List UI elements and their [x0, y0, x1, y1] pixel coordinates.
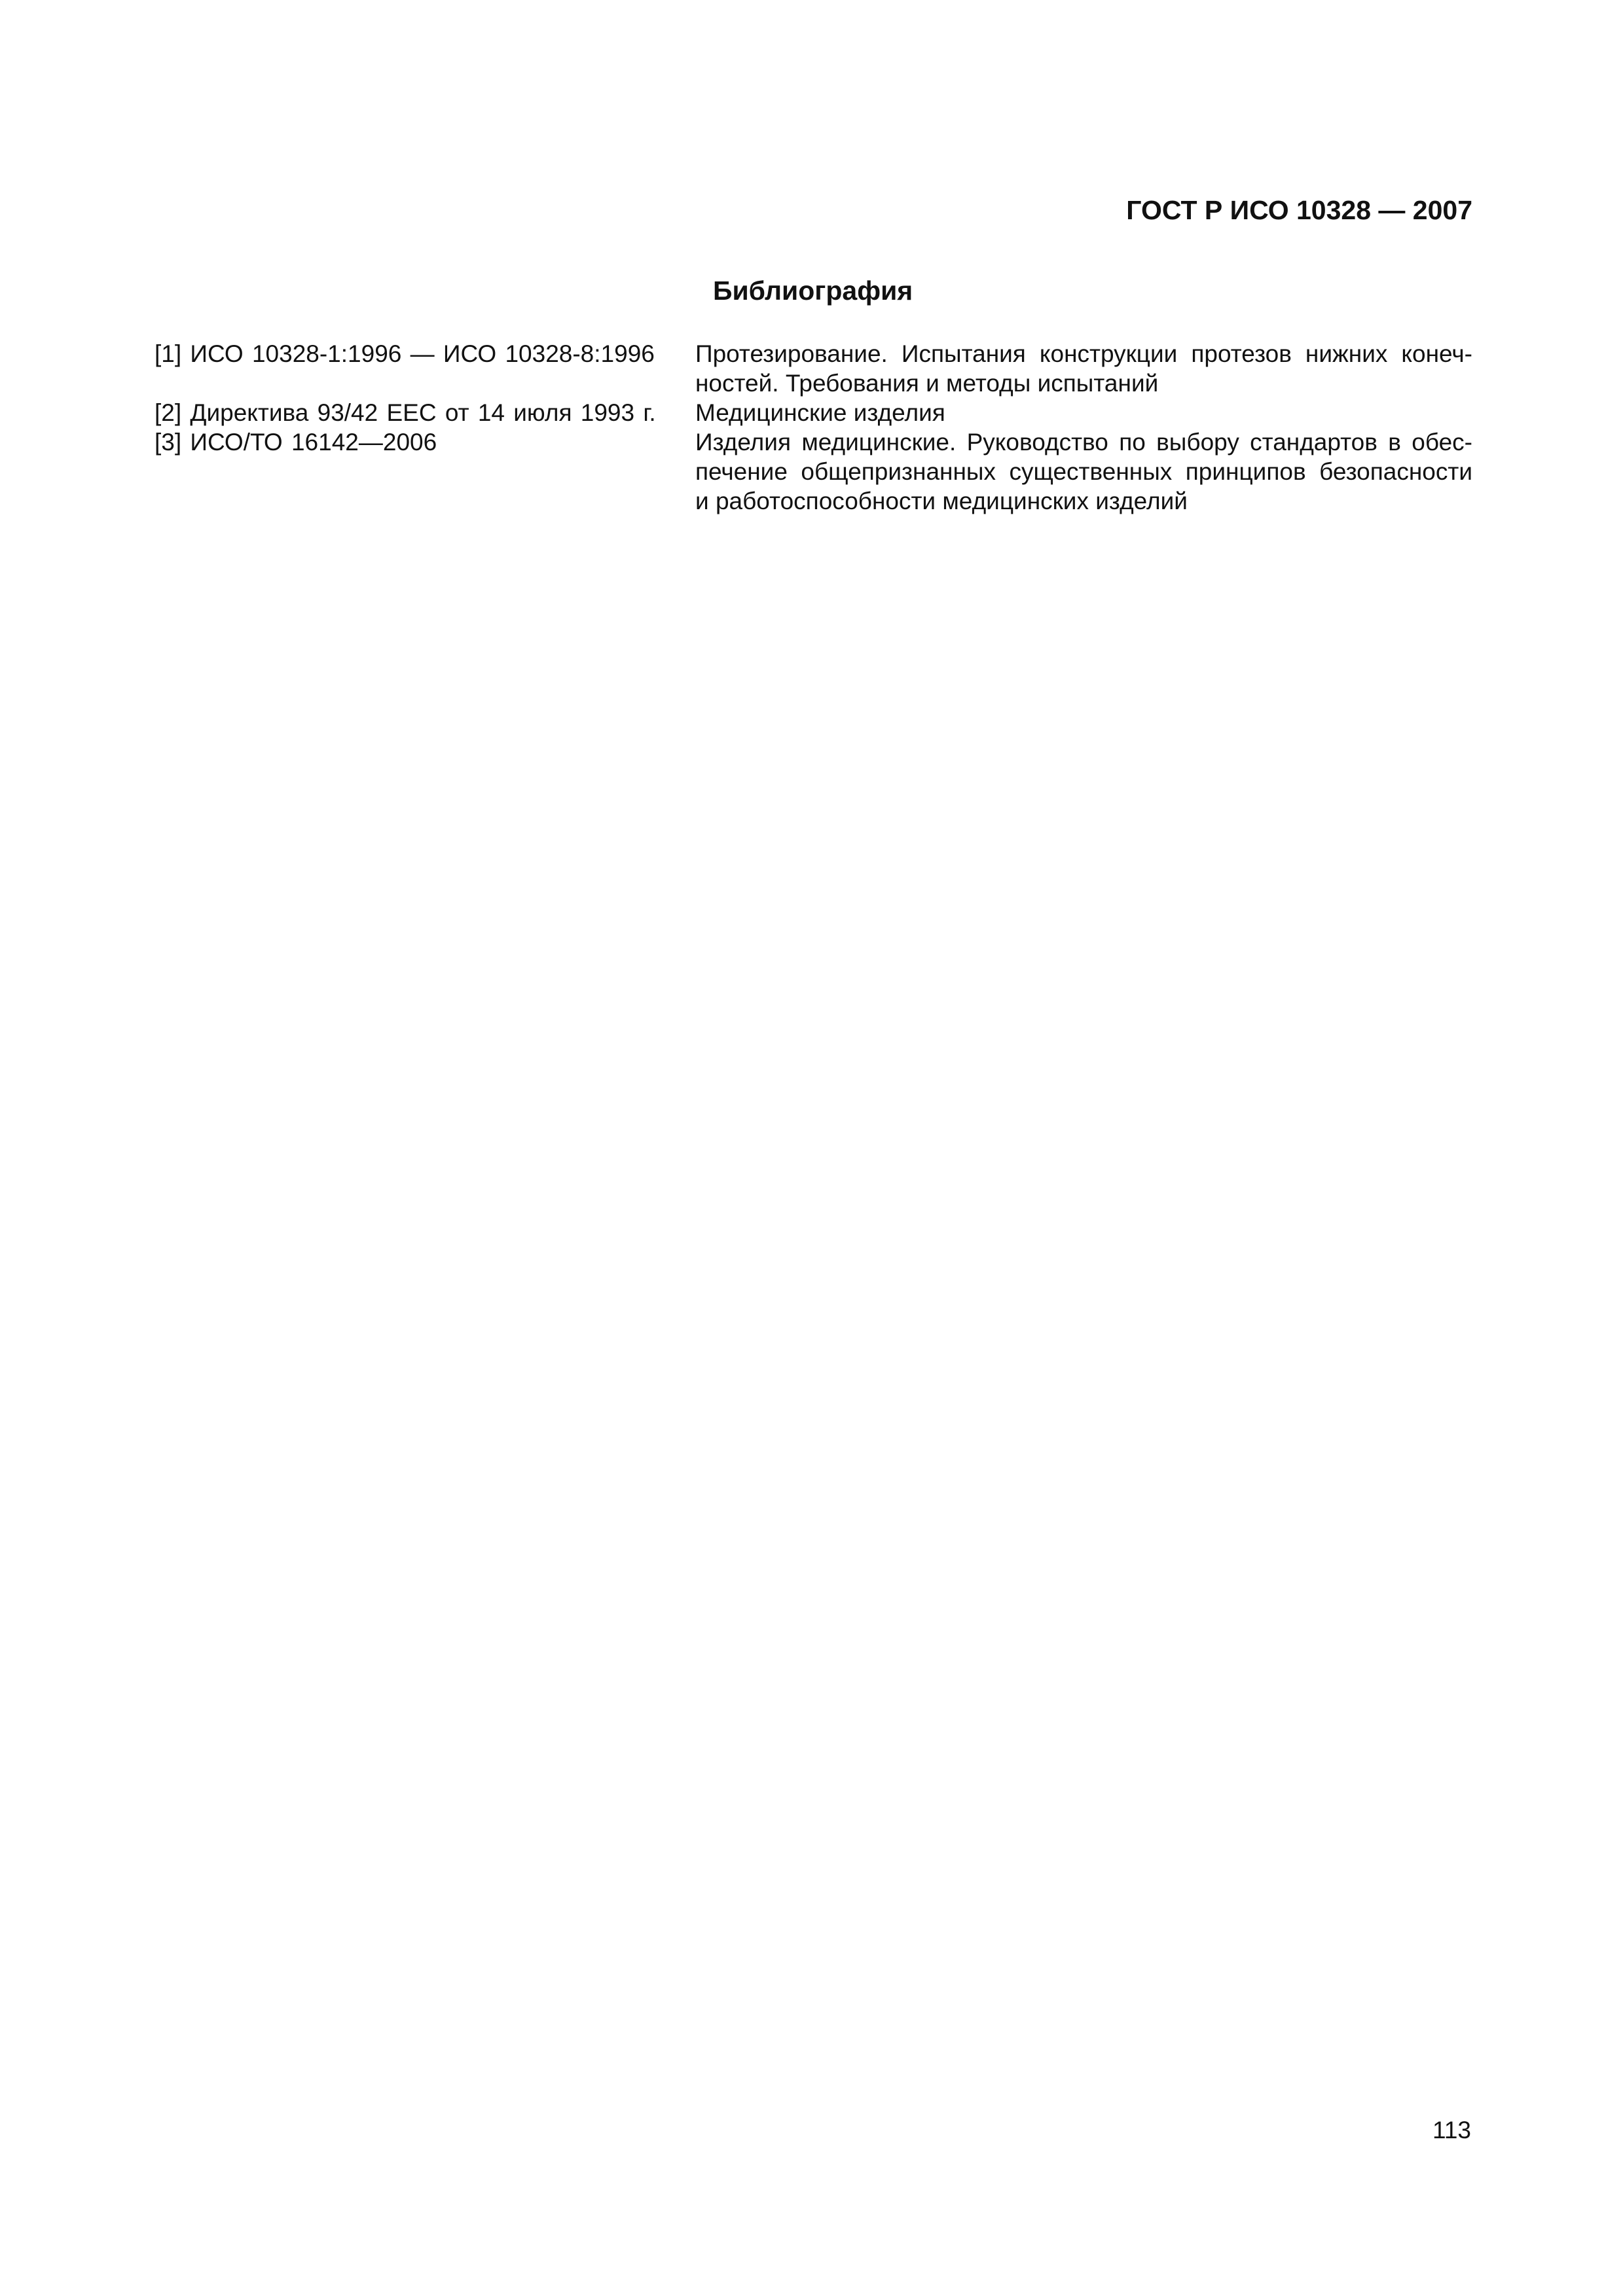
bibliography-description [695, 339, 1472, 398]
section-title: Библиография [713, 276, 913, 306]
description-line: ностей. Требования и методы испытаний [695, 370, 1159, 397]
bibliography-description [695, 398, 1472, 427]
bibliography-reference: [1] ИСО 10328-1:1996 — ИСО 10328-8:1996 [155, 340, 655, 367]
bibliography-entry-2 [155, 398, 1472, 427]
page-number: 113 [1432, 2117, 1471, 2144]
bibliography-list [155, 339, 1472, 516]
description-line: и работоспособности медицинских изделий [695, 488, 1188, 514]
description-line: печение общепризнанных существенных принципов безопасности [695, 458, 1472, 485]
description-line: Медицинские изделия [695, 399, 945, 426]
bibliography-entry-3 [155, 427, 1472, 516]
bibliography-reference: [3] ИСО/ТО 16142—2006 [155, 429, 437, 456]
bibliography-reference: [2] Директива 93/42 ЕЕС от 14 июля 1993 г. [155, 399, 656, 426]
bibliography-description [695, 427, 1472, 516]
description-line: Протезирование. Испытания конструкции протезов нижних конеч- [695, 340, 1472, 367]
bibliography-entry-1 [155, 339, 1472, 398]
document-header-code: ГОСТ Р ИСО 10328 — 2007 [1126, 195, 1472, 225]
description-line: Изделия медицинские. Руководство по выбору стандартов в обес- [695, 429, 1472, 456]
